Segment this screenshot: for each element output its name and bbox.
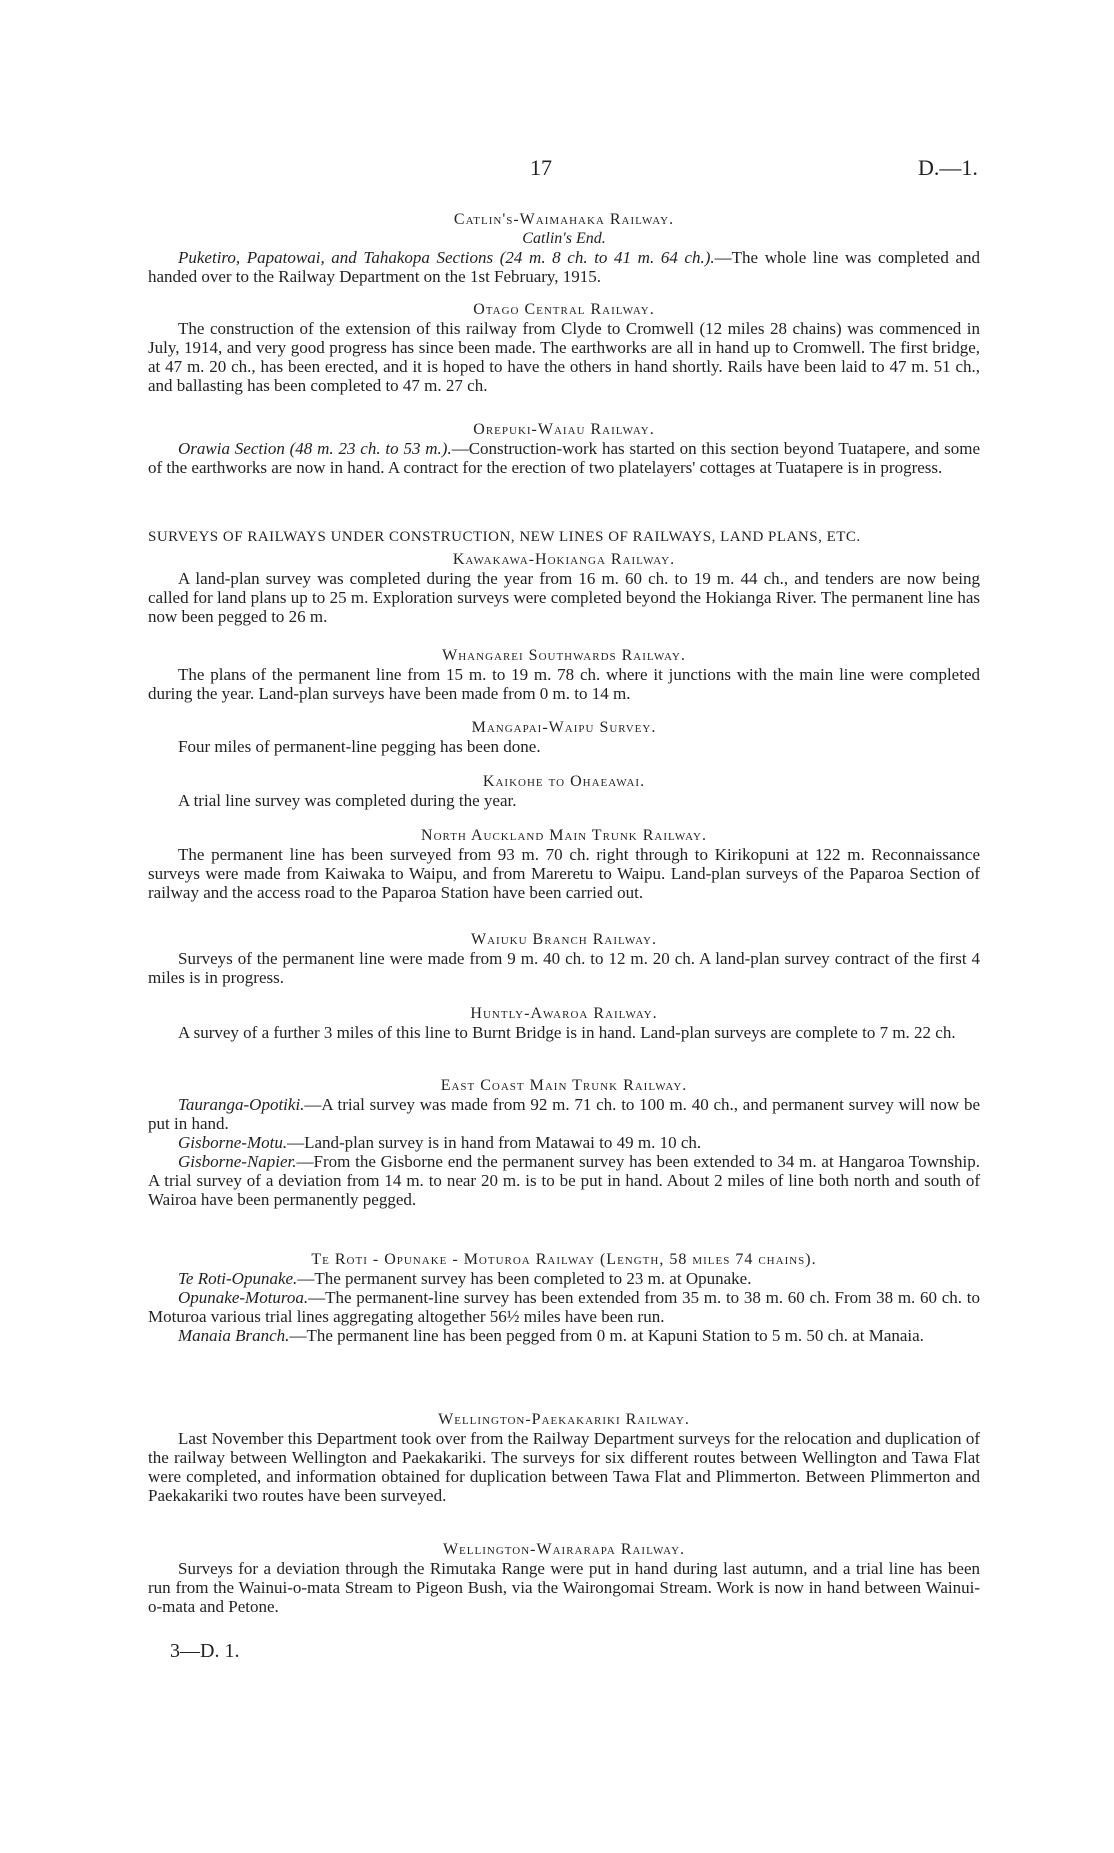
section-catlins: [148, 210, 980, 286]
surveys-heading: SURVEYS OF RAILWAYS UNDER CONSTRUCTION, NEW LINES OF RAILWAYS, LAND PLANS, ETC.: [148, 529, 861, 545]
section-paekakariki: [148, 1410, 980, 1505]
section-text: [148, 1326, 980, 1345]
body-text: —The permanent-line survey has been extended from 35 m. to 38 m. 60 ch. From 38 m. 60 ch. to Moturoa various trial lines aggregating altogether 56½ miles have been run.: [148, 1288, 980, 1326]
section-north-auckland: [148, 826, 980, 902]
page-number: 17: [530, 155, 552, 180]
section-kawakawa: [148, 550, 980, 626]
section-heading: Otago Central Railway.: [473, 301, 655, 318]
section-text: Surveys for a deviation through the Rimutaka Range were put in hand during last autumn, and a trial line has been run from the Wainui-o-mata Stream to Pigeon Bush, via the Wairongomai Stream. Work is now in hand between Wainui-o-mata and Petone.: [148, 1559, 980, 1616]
lead-text: Te Roti-Opunake.: [178, 1269, 298, 1288]
section-text: [148, 439, 980, 477]
lead-text: Opunake-Moturoa.: [178, 1288, 309, 1307]
section-subheading: Catlin's End.: [522, 230, 606, 247]
page-reference: D.—1.: [918, 155, 978, 180]
lead-text: Gisborne-Motu.: [178, 1133, 288, 1152]
section-text: [148, 1288, 980, 1326]
section-heading: Whangarei Southwards Railway.: [442, 647, 686, 664]
section-heading: Te Roti - Opunake - Moturoa Railway (Length, 58 miles 74 chains).: [311, 1251, 817, 1268]
section-whangarei: [148, 646, 980, 703]
section-text: Four miles of permanent-line pegging has been done.: [178, 737, 541, 756]
section-heading: Wellington-Paekakariki Railway.: [438, 1411, 690, 1428]
lead-text: Puketiro, Papatowai, and Tahakopa Sections (24 m. 8 ch. to 41 m. 64 ch.).: [178, 248, 715, 267]
section-text: [148, 1133, 980, 1152]
section-text: A trial line survey was completed during the year.: [178, 791, 517, 810]
body-text: —From the Gisborne end the permanent survey has been extended to 34 m. at Hangaroa Township. A trial survey of a deviation from 14 m. to near 20 m. is to be put in hand. About 2 miles of line both north and south of Wairoa have been permanently pegged.: [148, 1152, 980, 1209]
section-heading: North Auckland Main Trunk Railway.: [421, 827, 707, 844]
section-text: [148, 248, 980, 286]
section-text: The construction of the extension of this railway from Clyde to Cromwell (12 miles 28 chains) was commenced in July, 1914, and very good progress has since been made. The earthworks are all in hand up to Cromwell. The first bridge, at 47 m. 20 ch., has been erected, and it is hoped to have the others in hand shortly. Rails have been laid to 47 m. 51 ch., and ballasting has been completed to 47 m. 27 ch.: [148, 319, 980, 395]
section-heading: Kawakawa-Hokianga Railway.: [452, 551, 676, 568]
lead-text: Gisborne-Napier.: [178, 1152, 297, 1171]
body-text: —The whole line was completed and handed over to the Railway Department on the 1st February, 1915.: [148, 248, 981, 286]
section-heading: Kaikohe to Ohaeawai.: [482, 773, 646, 790]
section-te-roti: [148, 1250, 980, 1345]
section-heading: Mangapai-Waipu Survey.: [471, 719, 657, 736]
section-east-coast: [148, 1076, 980, 1209]
section-wairarapa: [148, 1540, 980, 1616]
section-text: A land-plan survey was completed during the year from 16 m. 60 ch. to 19 m. 44 ch., and tenders are now being called for land plans up to 25 m. Exploration surveys were completed beyond the Hokianga River. The permanent line has now been pegged to 26 m.: [148, 569, 980, 626]
section-text: The permanent line has been surveyed from 93 m. 70 ch. right through to Kirikopuni at 122 m. Reconnaissance surveys were made from Kaiwaka to Waipu, and from Mareretu to Waipu. Land-plan surveys of the Paparoa Section of railway and the access road to the Paparoa Station have been carried out.: [148, 845, 980, 902]
section-huntly: [148, 1004, 980, 1042]
section-heading: Orepuki-Waiau Railway.: [473, 421, 655, 438]
section-text: [148, 1095, 980, 1133]
lead-text: Manaia Branch.: [178, 1326, 290, 1345]
body-text: —A trial survey was made from 92 m. 71 ch. to 100 m. 40 ch., and permanent survey will now be put in hand.: [148, 1095, 980, 1133]
section-kaikohe: [148, 772, 980, 810]
section-text: Last November this Department took over from the Railway Department surveys for the relocation and duplication of the railway between Wellington and Paekakariki. The surveys for six different routes between Wellington and Tawa Flat were completed, and information obtained for duplication between Tawa Flat and Plimmerton. Between Plimmerton and Paekakariki two routes have been surveyed.: [148, 1429, 980, 1505]
section-text: A survey of a further 3 miles of this line to Burnt Bridge is in hand. Land-plan surveys are complete to 7 m. 22 ch.: [178, 1023, 956, 1042]
section-heading: East Coast Main Trunk Railway.: [440, 1077, 688, 1094]
section-otago: [148, 300, 980, 395]
section-waiuku: [148, 930, 980, 987]
section-mangapai: [148, 718, 980, 756]
section-orepuki: [148, 420, 980, 477]
lead-text: Orawia Section (48 m. 23 ch. to 53 m.).: [178, 439, 452, 458]
body-text: —The permanent survey has been completed to 23 m. at Opunake.: [297, 1269, 752, 1288]
section-text: Surveys of the permanent line were made from 9 m. 40 ch. to 12 m. 20 ch. A land-plan survey contract of the first 4 miles is in progress.: [148, 949, 980, 987]
section-text: [148, 1269, 980, 1288]
body-text: —Land-plan survey is in hand from Matawai to 49 m. 10 ch.: [287, 1133, 702, 1152]
section-heading: Wellington-Wairarapa Railway.: [442, 1541, 686, 1558]
lead-text: Tauranga-Opotiki.: [178, 1095, 305, 1114]
signature-mark: 3—D. 1.: [170, 1640, 240, 1662]
section-heading: Huntly-Awaroa Railway.: [470, 1005, 658, 1022]
section-text: The plans of the permanent line from 15 m. to 19 m. 78 ch. where it junctions with the main line were completed during the year. Land-plan surveys have been made from 0 m. to 14 m.: [148, 665, 980, 703]
body-text: —Construction-work has started on this section beyond Tuatapere, and some of the earthworks are now in hand. A contract for the erection of two platelayers' cottages at Tuatapere is in progress.: [148, 439, 981, 477]
body-text: —The permanent line has been pegged from 0 m. at Kapuni Station to 5 m. 50 ch. at Manaia.: [289, 1326, 924, 1345]
section-heading: Catlin's-Waimahaka Railway.: [453, 211, 675, 228]
section-text: [148, 1152, 980, 1209]
section-heading: Waiuku Branch Railway.: [471, 931, 657, 948]
